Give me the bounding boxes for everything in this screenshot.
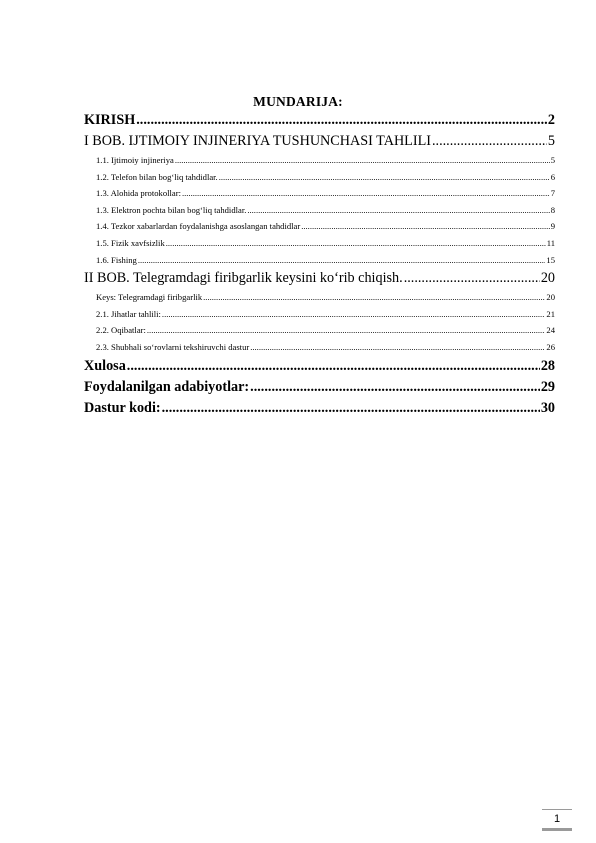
toc-entry-page: 20 [546,292,555,303]
toc-entry-page: 7 [550,188,555,199]
toc-entry-1-6[interactable] [84,252,555,269]
toc-leader-dots [250,377,540,398]
toc-entry-page: 5 [550,155,555,165]
toc-entry-1-5[interactable] [84,235,555,252]
toc-entry-label: Foydalanilgan adabiyotlar: [84,378,250,395]
toc-entry-2-2[interactable] [84,322,555,339]
toc-leader-dots [147,322,546,339]
toc-entry-label: 1.5. Fizik xavfsizlik [96,237,165,248]
toc-entry-2-3[interactable] [84,339,555,356]
toc-entry-label: II BOB. Telegramdagi firibgarlik keysini ko‘rib chiqish. [84,270,403,287]
toc-entry-page: 30 [540,399,555,416]
toc-entry-label: Keys: Telegramdagi firibgarlik [96,292,203,303]
page-number-rule-bottom [542,828,572,831]
toc-leader-dots [404,268,540,289]
toc-entry-page: 11 [546,237,555,248]
toc-entry-label: Xulosa [84,357,126,374]
toc-entry-chapter-2[interactable] [84,268,555,289]
toc-entry-xulosa[interactable] [84,356,555,377]
toc-leader-dots [432,131,547,152]
page-number-rule-top [542,809,572,810]
toc-leader-dots [301,218,549,235]
toc-entry-page: 29 [540,378,555,395]
toc-entry-label: 1.2. Telefon bilan bog‘liq tahdidlar. [96,171,218,182]
toc-entry-page: 28 [540,357,555,374]
toc-leader-dots [247,202,549,219]
toc-entry-label: 1.1. Ijtimoiy injineriya [96,155,174,165]
toc-entry-page: 9 [550,221,555,232]
toc-entry-case[interactable] [84,289,555,306]
toc-entry-2-1[interactable] [84,306,555,323]
toc-entry-page: 8 [550,204,555,215]
toc-entry-label: 2.1. Jihatlar tahlili: [96,308,161,319]
toc-entry-label: 2.3. Shubhali so‘rovlarni tekshiruvchi dastur [96,341,250,352]
toc-leader-dots [136,110,547,131]
toc-entry-program-code[interactable] [84,398,555,419]
toc-entry-page: 20 [540,270,555,287]
toc-entry-1-1[interactable] [84,152,555,169]
toc-entry-references[interactable] [84,377,555,398]
page-number: 1 [553,813,561,825]
toc-leader-dots [175,152,550,169]
toc-leader-dots [138,252,546,269]
toc-entry-page: 21 [546,308,555,319]
toc-leader-dots [219,169,550,186]
toc-leader-dots [203,289,545,306]
toc-entry-label: 1.4. Tezkor xabarlardan foydalanishga asoslangan tahdidlar [96,221,301,232]
toc-entry-1-2[interactable] [84,169,555,186]
toc-title: MUNDARIJA: [253,94,343,109]
toc-entry-label: I BOB. IJTIMOIY INJINERIYA TUSHUNCHASI TAHLILI [84,133,431,149]
toc-leader-dots [162,398,540,419]
toc-entry-label: 1.3. Alohida protokollar: [96,188,181,199]
toc-entry-kirish[interactable] [84,110,555,131]
toc-leader-dots [182,185,550,202]
toc-entry-1-4[interactable] [84,218,555,235]
toc-entry-page: 15 [546,254,555,265]
page-number-footer [542,809,572,831]
table-of-contents [84,110,555,419]
toc-entry-1-3-protocols[interactable] [84,185,555,202]
toc-entry-label: 1.3. Elektron pochta bilan bog‘liq tahdidlar. [96,204,247,215]
toc-entry-label: KIRISH [84,112,136,128]
toc-entry-page: 6 [550,171,555,182]
toc-entry-1-3-email[interactable] [84,202,555,219]
toc-entry-label: 2.2. Oqibatlar: [96,325,146,336]
toc-entry-page: 26 [546,341,555,352]
toc-entry-label: 1.6. Fishing [96,254,137,265]
toc-entry-page: 24 [546,325,555,336]
toc-leader-dots [166,235,546,252]
toc-entry-label: Dastur kodi: [84,399,161,416]
toc-leader-dots [250,339,545,356]
toc-entry-page: 2 [547,112,555,128]
toc-leader-dots [162,306,545,323]
toc-entry-chapter-1[interactable] [84,131,555,152]
toc-entry-page: 5 [547,133,555,149]
toc-leader-dots [127,356,540,377]
